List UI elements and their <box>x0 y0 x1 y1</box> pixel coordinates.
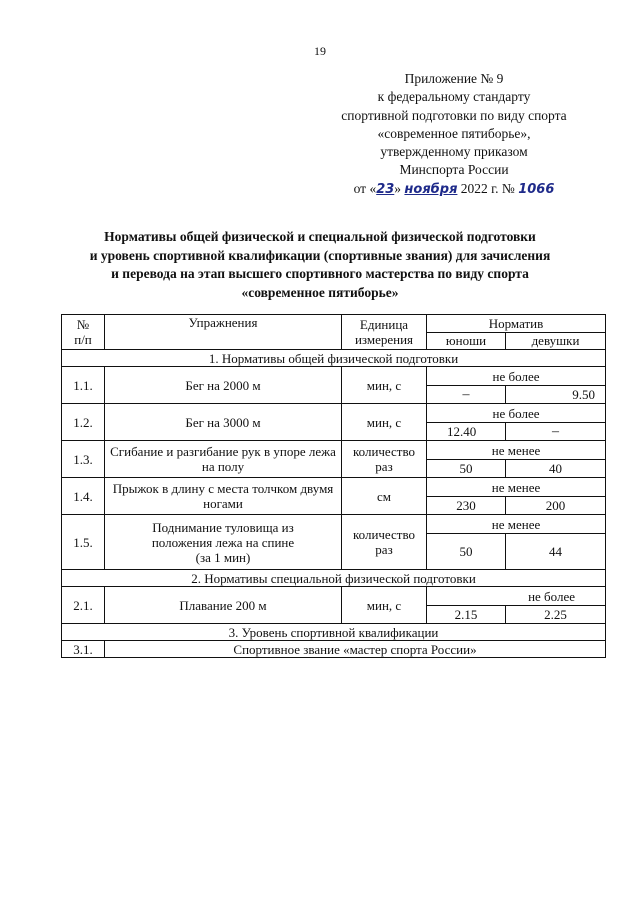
table-row: 12.40 – <box>62 423 606 441</box>
document-title: Нормативы общей физической и специальной физической подготовки и уровень спортивной квалификации (спортивные звания) для зачисления и перевода на этап высшего спортивного мастерства по виду спорта «современное пятиборье» <box>89 229 551 300</box>
header-unit: Единица измерения <box>342 315 427 350</box>
section-title: 1. Нормативы общей физической подготовки <box>62 350 606 367</box>
appendix-block <box>320 70 588 199</box>
section-row <box>62 624 606 641</box>
header-num: № п/п <box>62 315 105 350</box>
section-row <box>62 350 606 367</box>
order-day: 23 <box>376 181 395 197</box>
appendix-line: спортивной подготовки по виду спорта <box>341 107 567 123</box>
appendix-line: к федеральному стандарту <box>377 89 531 105</box>
order-date-line: от «23» ноября 2022 г. № 1066 <box>353 180 555 197</box>
section-title: 2. Нормативы специальной физической подготовки <box>62 570 606 587</box>
header-norm: Норматив <box>427 315 606 333</box>
page-number: 19 <box>314 44 326 58</box>
header-exercises: Упражнения <box>105 315 342 350</box>
order-number: 1066 <box>518 181 555 197</box>
table-row: 1.3. Сгибание и разгибание рук в упоре лежа на полу количество раз не менее <box>62 441 606 460</box>
table-row: 2.15 2.25 <box>62 606 606 624</box>
table-row: – 9.50 <box>62 386 606 404</box>
table-row: 1.5. Поднимание туловища из положения лежа на спине (за 1 мин) количество раз не менее <box>62 515 606 534</box>
table-header-row <box>62 315 606 333</box>
appendix-line: Минспорта России <box>399 162 509 178</box>
table-row: 1.1. Бег на 2000 м мин, с не более <box>62 367 606 386</box>
appendix-line: утвержденному приказом <box>380 144 528 160</box>
table-row: 1.4. Прыжок в длину с места толчком двумя ногами см не менее <box>62 478 606 497</box>
order-month: ноября <box>404 181 458 197</box>
table-row: 50 44 <box>62 534 606 570</box>
table-row: 1.2. Бег на 3000 м мин, с не более <box>62 404 606 423</box>
header-girls: девушки <box>506 332 606 350</box>
table-row: 50 40 <box>62 460 606 478</box>
appendix-title: Приложение № 9 <box>404 71 504 86</box>
header-boys: юноши <box>427 332 506 350</box>
appendix-line: «современное пятиборье», <box>377 125 531 141</box>
section-title: 3. Уровень спортивной квалификации <box>62 624 606 641</box>
table-row: 2.1. Плавание 200 м мин, с не более <box>62 587 606 606</box>
table-row: 230 200 <box>62 497 606 515</box>
section-row <box>62 570 606 587</box>
norms-table <box>61 314 606 658</box>
table-row: 3.1. Спортивное звание «мастер спорта России» <box>62 641 606 658</box>
